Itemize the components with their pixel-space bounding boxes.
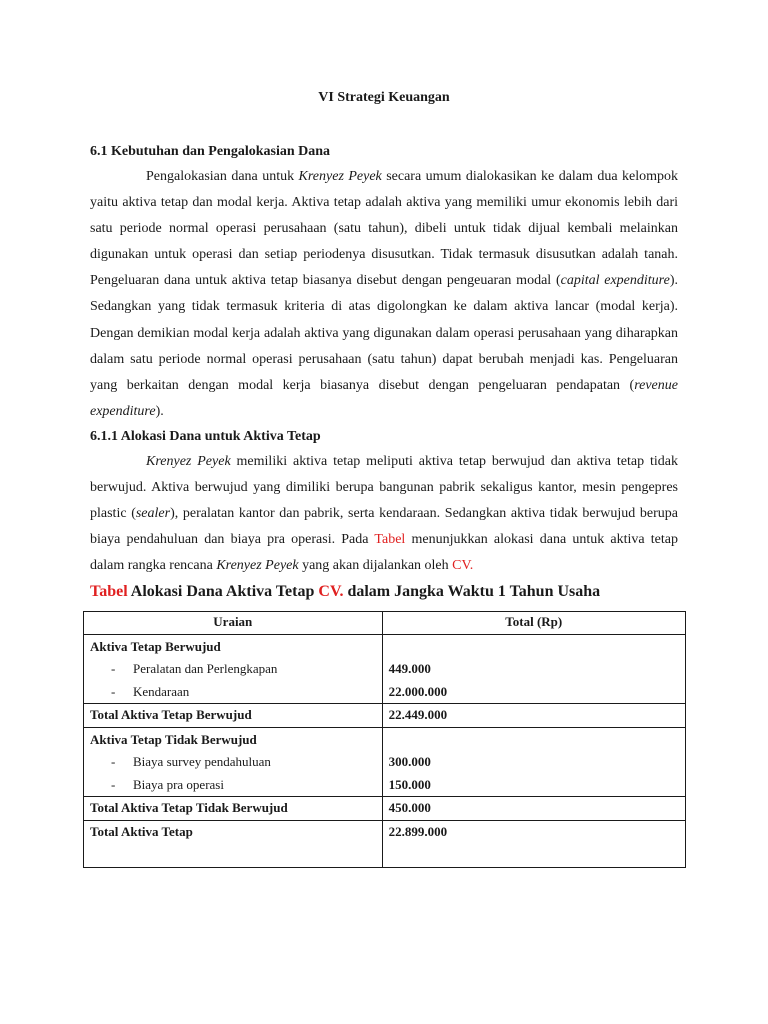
bullet-dash: -	[111, 754, 116, 769]
item-label: Biaya survey pendahuluan	[133, 754, 271, 769]
allocation-table	[83, 611, 686, 868]
item-value: 449.000	[388, 661, 431, 676]
text-run: Alokasi Dana Aktiva Tetap	[127, 583, 319, 600]
item-value: 150.000	[388, 777, 431, 792]
group1-total-label-cell	[84, 704, 383, 728]
item-label: Peralatan dan Perlengkapan	[133, 661, 278, 676]
table-row-group2-total	[84, 797, 686, 821]
grand-total-label: Total Aktiva Tetap	[90, 824, 193, 839]
group2-value-cell	[382, 728, 685, 797]
grand-total-value-cell	[382, 821, 685, 868]
bullet-dash: -	[111, 684, 116, 699]
group2-total-value-cell	[382, 797, 685, 821]
text-run: secara umum dialokasikan ke dalam dua kelompok yaitu aktiva tetap dan modal kerja. Aktiva tetap adalah aktiva yang memiliki umur ekonomis lebih dari satu periode normal operasi perusahaan (satu tahun), dibeli untuk tidak dijual kembali melainkan digunakan untuk operasi dan setiap periodenya disusutkan. Tidak termasuk disusutkan adalah tanah. Pengeluaran dana untuk aktiva tetap biasanya disebut dengan pengeuaran modal (	[90, 169, 679, 289]
paragraph-alokasi-aktiva	[90, 449, 678, 579]
list-item	[84, 750, 382, 773]
table-row-group2	[84, 728, 686, 797]
text-run: yang akan dijalankan oleh	[298, 558, 453, 574]
item-label: Biaya pra operasi	[133, 777, 224, 792]
list-item	[84, 773, 382, 796]
item-value: 22.000.000	[388, 684, 448, 699]
bullet-dash: -	[111, 661, 116, 676]
group2-description-cell	[84, 728, 383, 797]
bullet-dash: -	[111, 777, 116, 792]
group1-value-cell	[382, 635, 685, 704]
total-label: Total Aktiva Tetap Tidak Berwujud	[90, 800, 288, 815]
table-header-row	[84, 612, 686, 635]
section-heading-6-1: 6.1 Kebutuhan dan Pengalokasian Dana	[90, 144, 331, 159]
table-caption	[90, 583, 600, 601]
section-heading-6-1-1: 6.1.1 Alokasi Dana untuk Aktiva Tetap	[90, 429, 321, 444]
grand-total-value: 22.899.000	[388, 824, 448, 839]
grand-total-label-cell	[84, 821, 383, 868]
term-italic: revenue expenditure	[90, 377, 678, 419]
total-value: 450.000	[388, 800, 431, 815]
group1-title: Aktiva Tetap Berwujud	[90, 639, 221, 654]
table-row-group1	[84, 635, 686, 704]
text-run: memiliki aktiva tetap meliputi aktiva tetap berwujud dan aktiva tetap tidak berwujud. Aktiva berwujud yang dimiliki berupa bangunan pabrik sekaligus kantor, mesin pengepres plastic (	[90, 454, 678, 522]
term-italic: capital expenditure	[560, 273, 670, 289]
group2-total-label-cell	[84, 797, 383, 821]
header-total: Total (Rp)	[382, 612, 685, 635]
item-value: 300.000	[388, 754, 431, 769]
list-item	[84, 657, 382, 680]
list-item	[84, 680, 382, 703]
text-run: ). Sedangkan yang tidak termasuk kriteria di atas digolongkan ke dalam aktiva lancar (modal kerja). Dengan demikian modal kerja adalah aktiva yang digunakan dalam operasi perusahaan yang diharapkan dalam satu periode normal operasi perusahaan (satu tahun) dapat berubah menjadi kas. Pengeluaran yang berkaitan dengan modal kerja biasanya disebut dengan pengeluaran pendapatan (	[90, 273, 678, 393]
total-value: 22.449.000	[388, 707, 448, 722]
item-label: Kendaraan	[133, 684, 190, 699]
table-label: Tabel	[90, 583, 128, 600]
group2-title: Aktiva Tetap Tidak Berwujud	[90, 732, 257, 747]
company-name-italic: Krenyez Peyek	[216, 558, 299, 574]
group1-total-value-cell	[382, 704, 685, 728]
text-run: menunjukkan alokasi dana untuk aktiva tetap dalam rangka rencana	[90, 532, 679, 574]
chapter-title: VI Strategi Keuangan	[318, 90, 450, 105]
header-uraian: Uraian	[84, 612, 383, 635]
text-run: Pengalokasian dana untuk	[146, 169, 299, 184]
company-name-italic: Krenyez Peyek	[146, 454, 231, 469]
table-row-grand-total	[84, 821, 686, 868]
text-run: ).	[155, 403, 164, 419]
text-run: ), peralatan kantor dan pabrik, serta kendaraan. Sedangkan aktiva tidak berwujud berupa biaya pendahuluan dan biaya pra operasi. Pada	[90, 506, 678, 548]
cv-reference: CV.	[452, 558, 474, 574]
text-run: dalam Jangka Waktu 1 Tahun Usaha	[343, 583, 601, 600]
term-italic: sealer	[135, 506, 171, 522]
company-name-italic: Krenyez Peyek	[298, 169, 382, 184]
table-row-group1-total	[84, 704, 686, 728]
table-reference: Tabel	[374, 532, 406, 548]
paragraph-kebutuhan-dana	[90, 164, 678, 425]
group1-description-cell	[84, 635, 383, 704]
cv-label: CV.	[318, 583, 344, 600]
total-label: Total Aktiva Tetap Berwujud	[90, 707, 252, 722]
